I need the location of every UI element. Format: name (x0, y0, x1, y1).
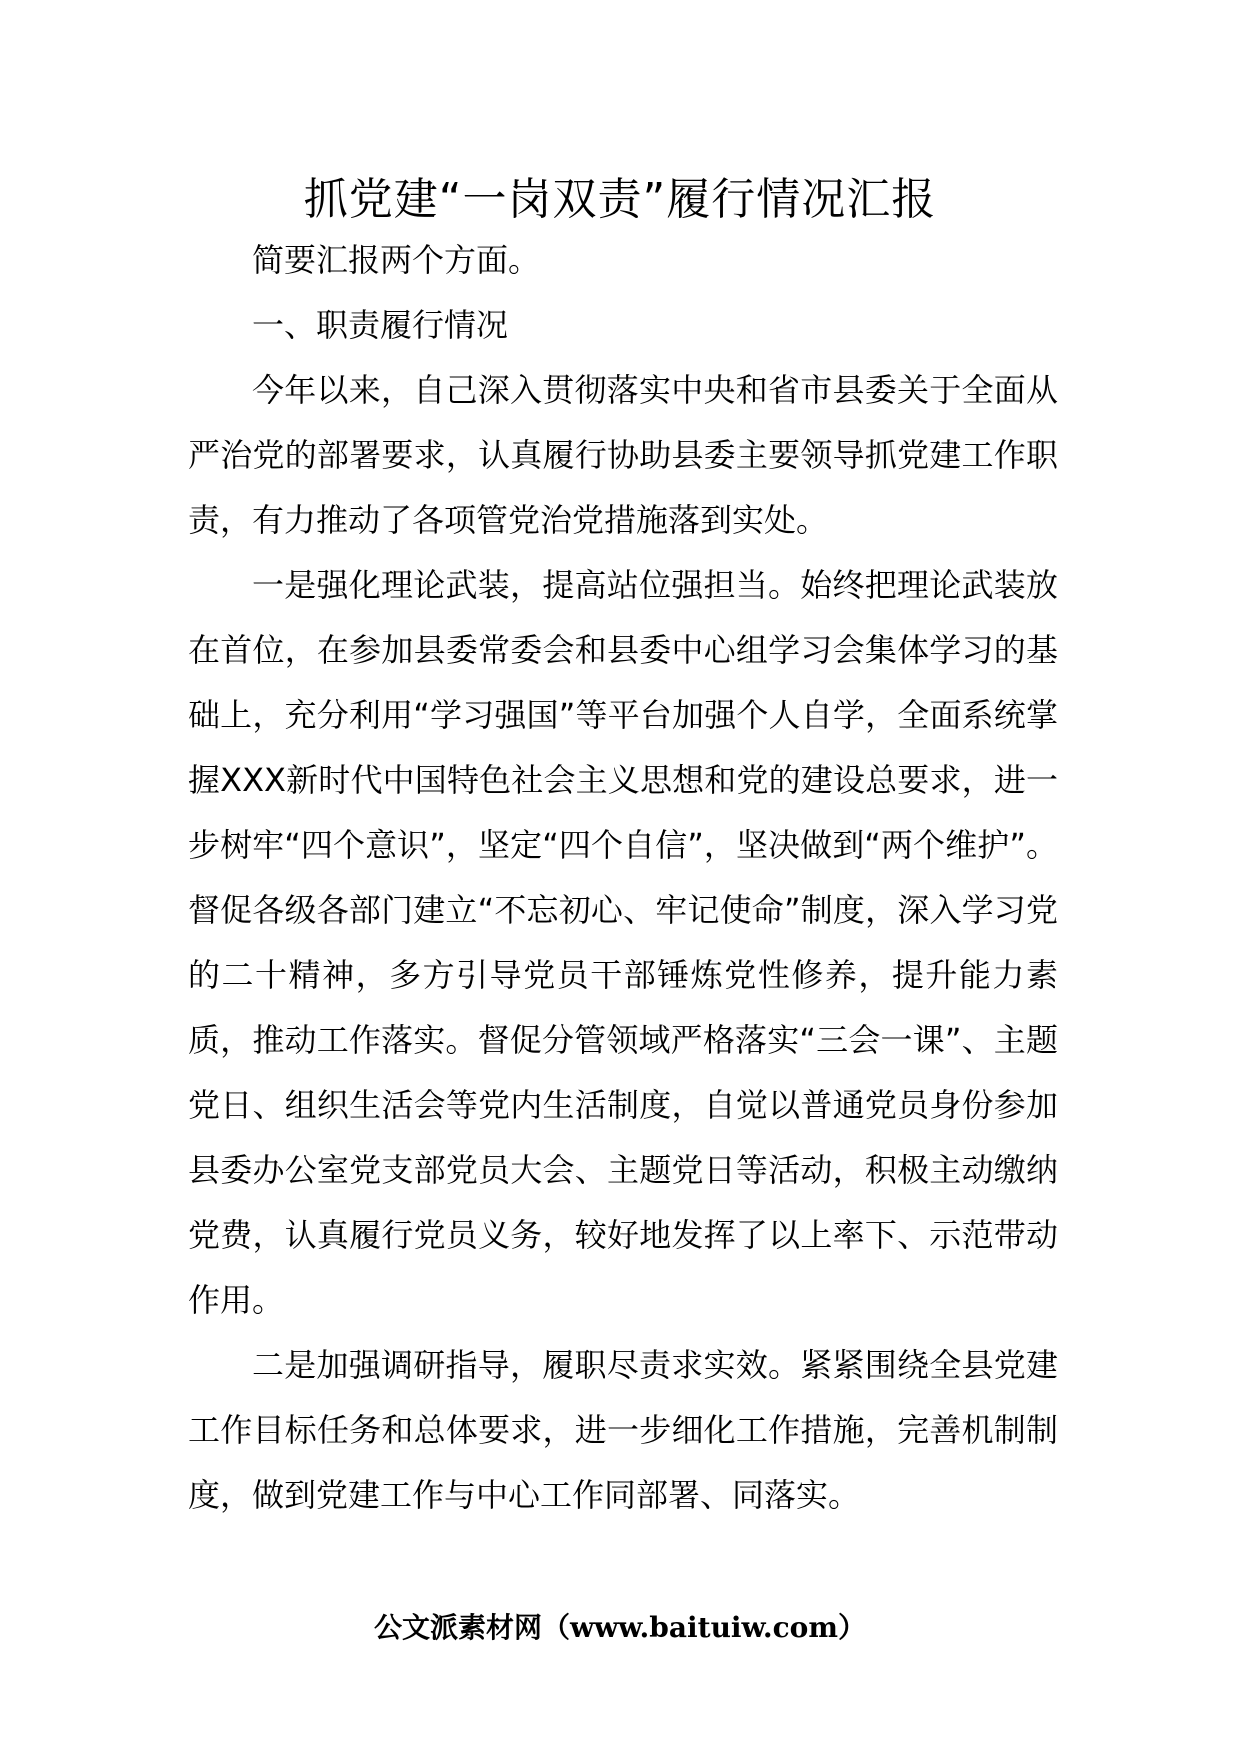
document-body (188, 228, 1058, 1528)
body-paragraph: 一是强化理论武装，提高站位强担当。始终把理论武装放在首位，在参加县委常委会和县委中心组学习会集体学习的基础上，充分利用“学习强国”等平台加强个人自学，全面系统掌握XXX新时代中国特色社会主义思想和党的建设总要求，进一步树牢“四个意识”，坚定“四个自信”，坚决做到“两个维护”。督促各级各部门建立“不忘初心、牢记使命”制度，深入学习党的二十精神，多方引导党员干部锤炼党性修养，提升能力素质，推动工作落实。督促分管领域严格落实“三会一课”、主题党日、组织生活会等党内生活制度，自觉以普通党员身份参加县委办公室党支部党员大会、主题党日等活动，积极主动缴纳党费，认真履行党员义务，较好地发挥了以上率下、示范带动作用。 (188, 566, 1058, 1319)
body-paragraph: 二是加强调研指导，履职尽责求实效。紧紧围绕全县党建工作目标任务和总体要求，进一步细化工作措施，完善机制制度，做到党建工作与中心工作同部署、同落实。 (188, 1346, 1058, 1514)
body-paragraph: 今年以来，自己深入贯彻落实中央和省市县委关于全面从严治党的部署要求，认真履行协助县委主要领导抓党建工作职责，有力推动了各项管党治党措施落到实处。 (188, 371, 1058, 539)
source-watermark: 公文派素材网（www.baituiw.com） (374, 1611, 866, 1644)
document-title: 抓党建“一岗双责”履行情况汇报 (303, 174, 937, 225)
intro-paragraph: 简要汇报两个方面。 (252, 241, 541, 279)
section-heading: 一、职责履行情况 (252, 306, 509, 344)
